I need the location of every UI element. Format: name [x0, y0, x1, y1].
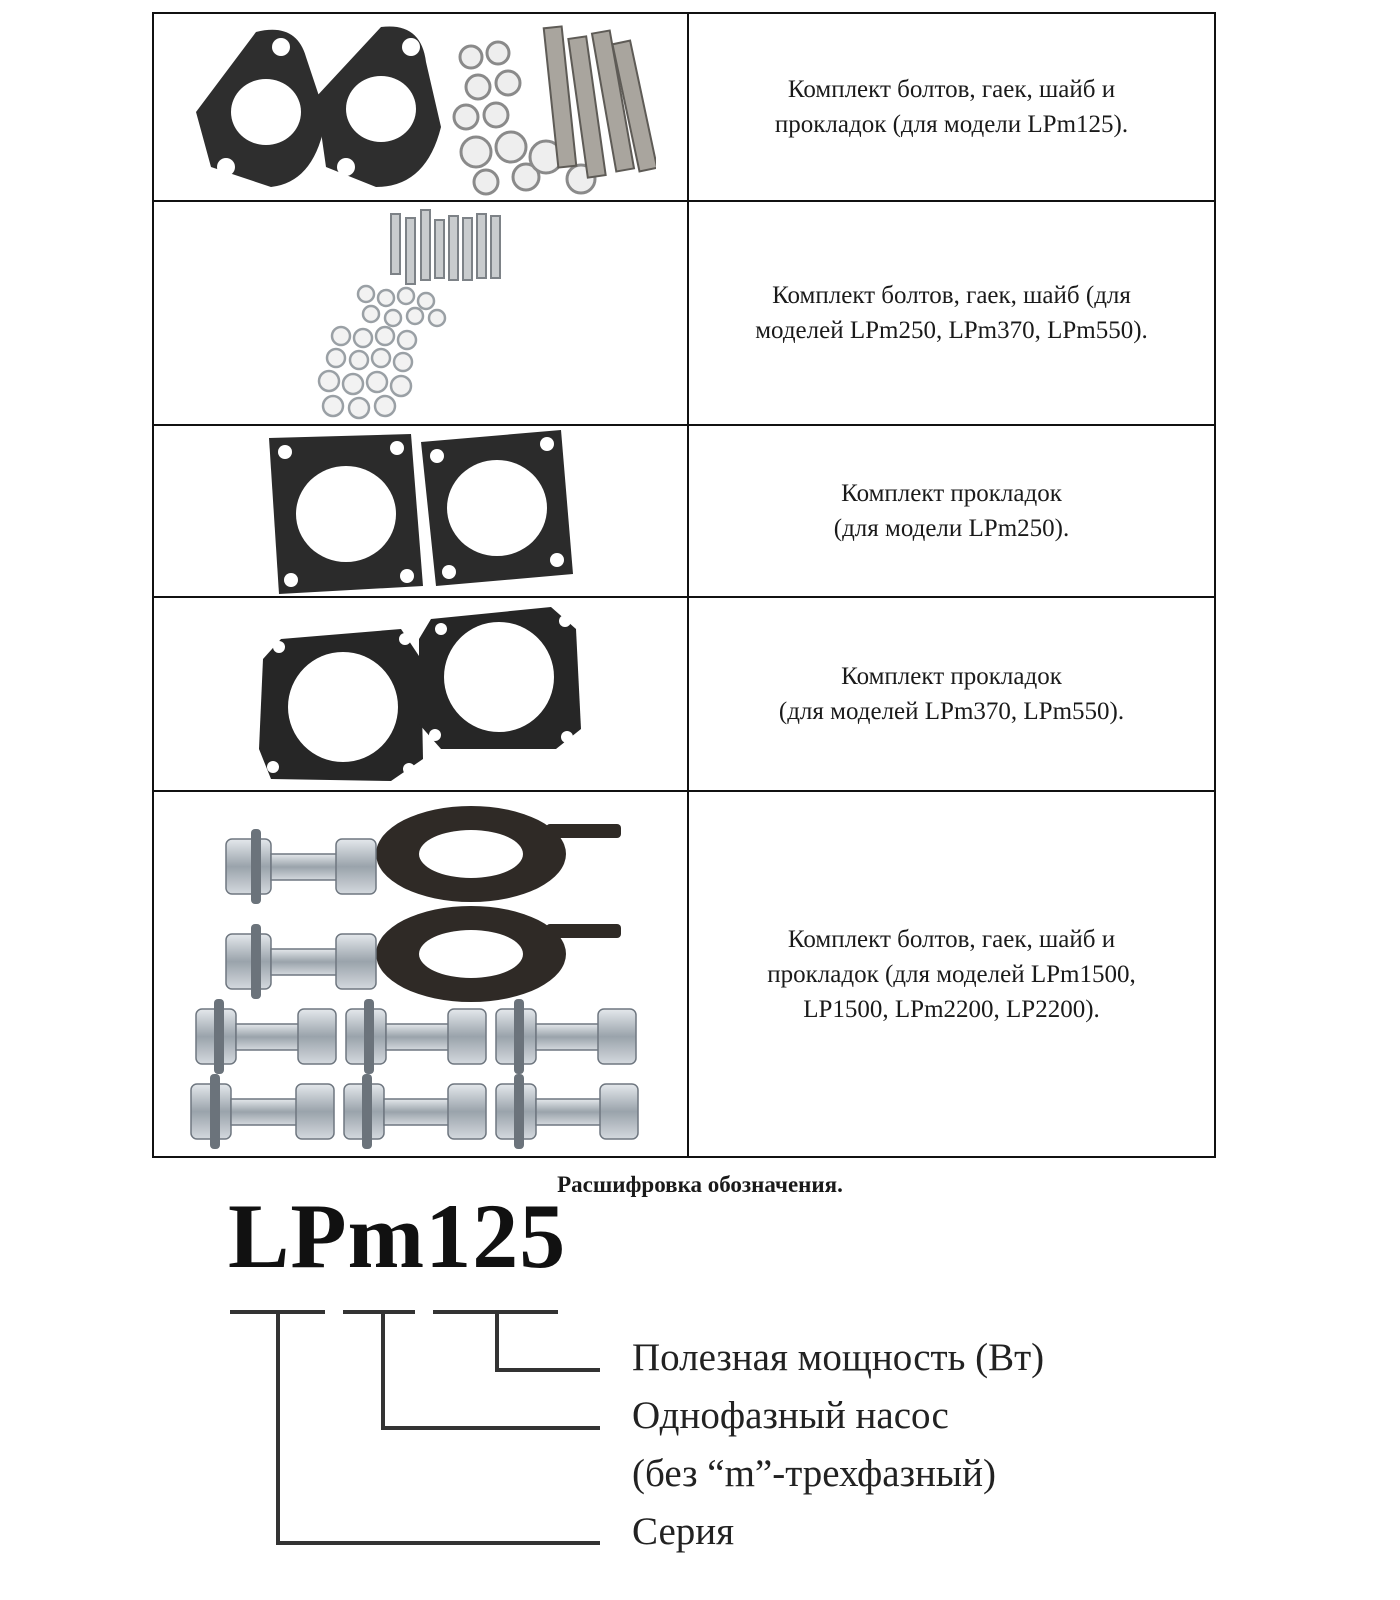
kit-description-line: (для модели LPm250).: [833, 515, 1070, 542]
series-label: Серия: [632, 1510, 735, 1553]
phase-leader: [383, 1312, 600, 1428]
series-leader: [278, 1312, 600, 1543]
bolt-gasket-kit-image: [186, 794, 656, 1154]
kit-image-cell: [153, 791, 688, 1157]
kit-description-line: прокладок (для модели LPm125).: [774, 111, 1129, 138]
round-gasket-kit-image: [251, 599, 591, 789]
kits-table: [152, 12, 1216, 1158]
table-row: [153, 597, 1215, 791]
kit-description: [688, 201, 1215, 425]
phase-label: Однофазный насос: [632, 1394, 949, 1437]
kit-description: [688, 13, 1215, 201]
square-gasket-kit-image: [261, 426, 581, 596]
kit-description: [688, 597, 1215, 791]
kit-description-line: Комплект болтов, гаек, шайб (для: [772, 282, 1131, 309]
kit-image-cell: [153, 597, 688, 791]
kit-description-line: (для моделей LPm370, LPm550).: [778, 698, 1125, 725]
table-row: [153, 425, 1215, 597]
kit-description-line: Комплект болтов, гаек, шайб и: [787, 925, 1116, 953]
model-code: LPm125: [228, 1185, 567, 1287]
bolt-nut-washer-kit-image: [311, 206, 531, 421]
kit-description-line: моделей LPm250, LPm370, LPm550).: [755, 317, 1148, 344]
kit-description-line: Комплект болтов, гаек, шайб и: [787, 76, 1116, 103]
table-row: [153, 13, 1215, 201]
table-row: [153, 791, 1215, 1157]
kit-image-cell: [153, 13, 688, 201]
power-leader: [497, 1312, 600, 1370]
kit-description-line: Комплект прокладок: [841, 663, 1062, 690]
kit-description: [688, 425, 1215, 597]
kit-description: [688, 791, 1215, 1157]
kit-image-cell: [153, 201, 688, 425]
power-label: Полезная мощность (Вт): [632, 1336, 1045, 1379]
kit-description-line: LP1500, LPm2200, LP2200).: [803, 995, 1100, 1023]
phase-note-label: (без “m”-трехфазный): [632, 1452, 996, 1495]
kit-image-cell: [153, 425, 688, 597]
kit-description-line: прокладок (для моделей LPm1500,: [767, 960, 1136, 988]
decoding-title: Расшифровка обозначения.: [557, 1172, 843, 1197]
table-row: [153, 201, 1215, 425]
flange-gasket-bolt-kit-image: [186, 17, 656, 197]
kit-description-line: Комплект прокладок: [841, 480, 1062, 507]
